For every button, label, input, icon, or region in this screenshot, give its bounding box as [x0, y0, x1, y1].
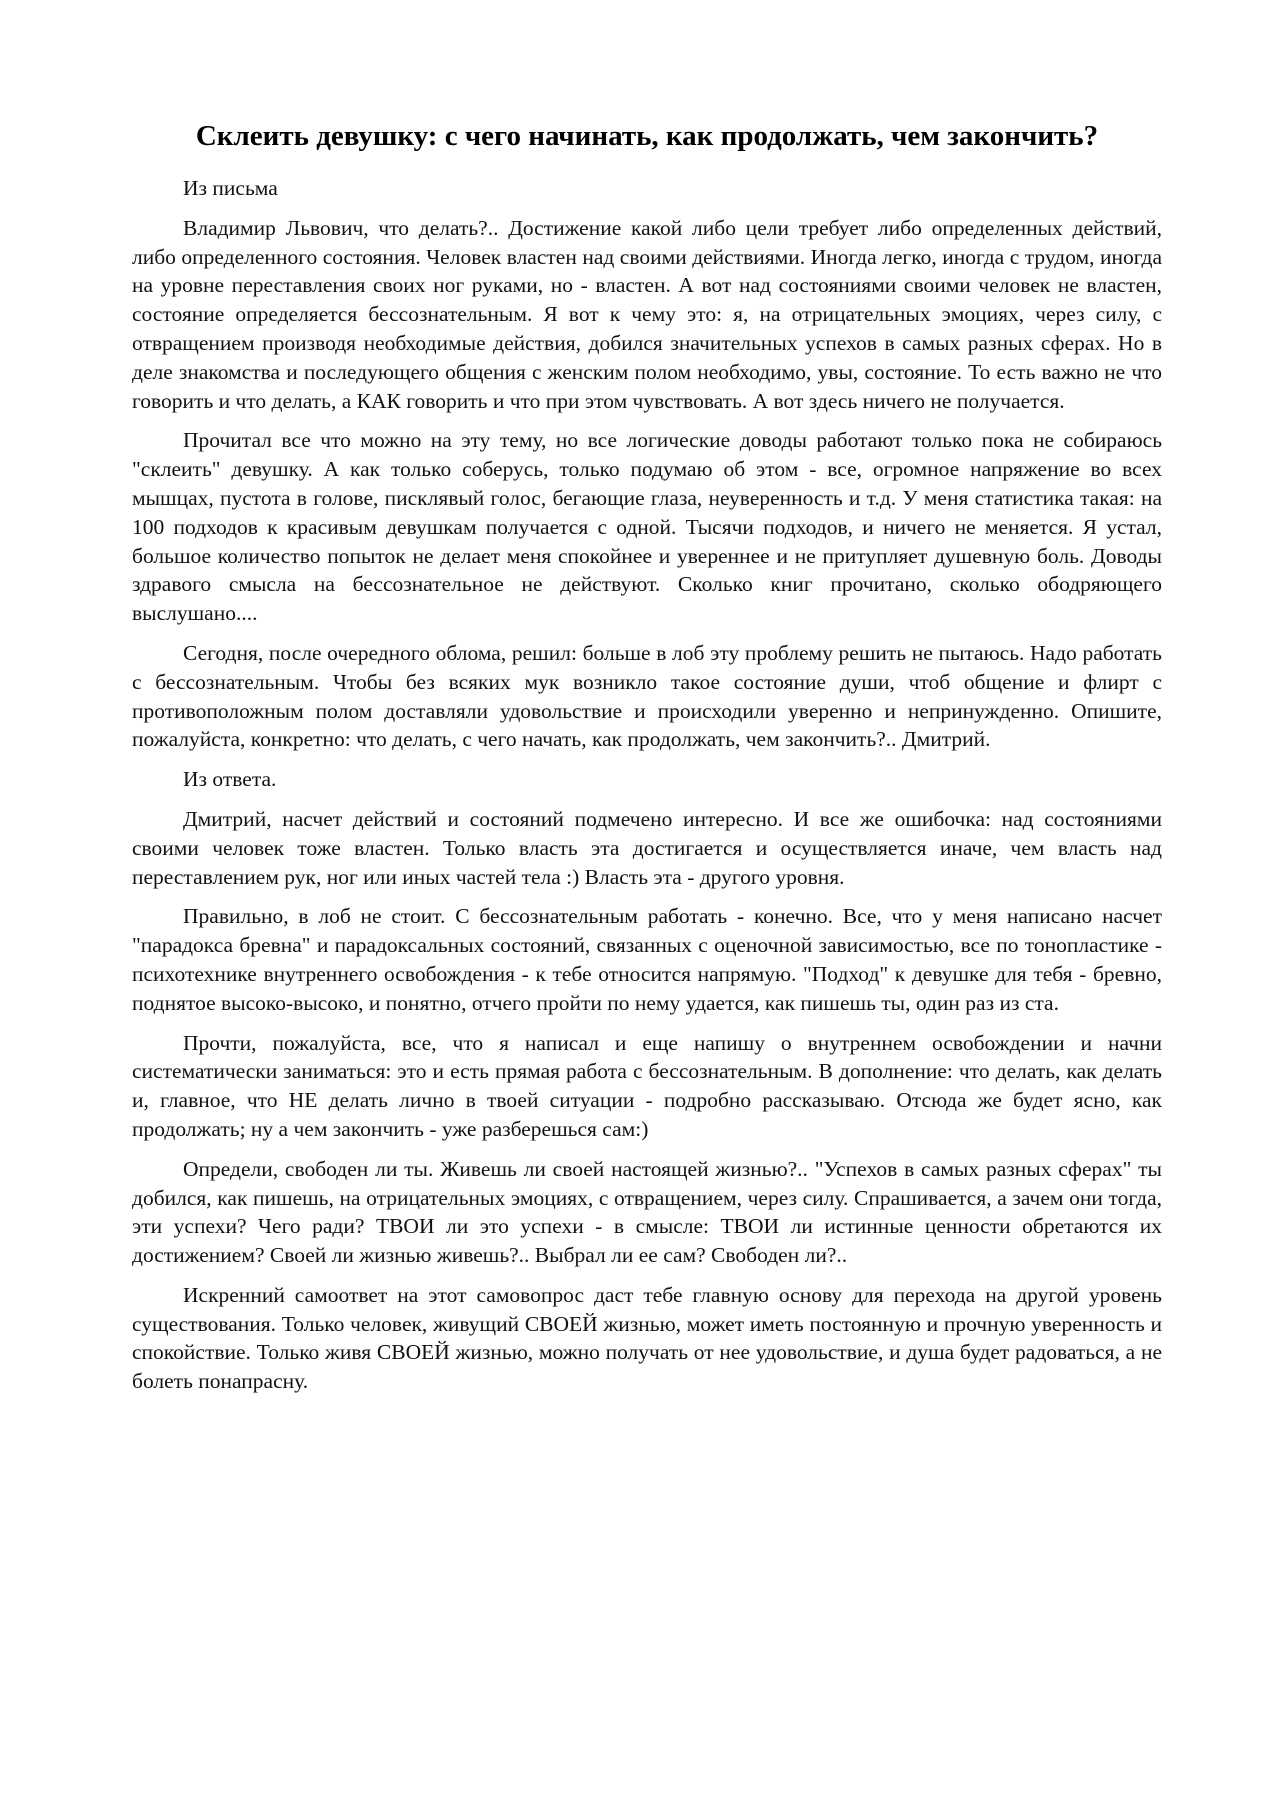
- letter-paragraph: Владимир Львович, что делать?.. Достижение какой либо цели требует либо определенных действий, либо определенного состояния. Человек властен над своими действиями. Иногда легко, иногда с трудом, иногда на уровне переставления своих ног руками, но - властен. А вот над состояниями своими человек не властен, состояние определяется бессознательным. Я вот к чему это: я, на отрицательных эмоциях, через силу, с отвращением производя необходимые действия, добился значительных успехов в самых разных сферах. Но в деле знакомства и последующего общения с женским полом необходимо, увы, состояние. То есть важно не что говорить и что делать, а КАК говорить и что при этом чувствовать. А вот здесь ничего не получается.: [132, 215, 1162, 413]
- section-label-answer: Из ответа.: [183, 767, 277, 792]
- letter-paragraph: Прочитал все что можно на эту тему, но все логические доводы работают только пока не собираюсь "склеить" девушку. А как только соберусь, только подумаю об этом - все, огромное напряжение во всех мышцах, пустота в голове, писклявый голос, бегающие глаза, неуверенность и т.д. У меня статистика такая: на 100 подходов к красивым девушкам получается с одной. Тысячи подходов, и ничего не меняется. Я устал, большое количество попыток не делает меня спокойнее и увереннее и не притупляет душевную боль. Доводы здравого смысла на бессознательное не действуют. Сколько книг прочитано, сколько ободряющего выслушано....: [132, 428, 1162, 626]
- answer-paragraph: Прочти, пожалуйста, все, что я написал и еще напишу о внутреннем освобождении и начни систематически заниматься: это и есть прямая работа с бессознательным. В дополнение: что делать, как делать и, главное, что НЕ делать лично в твоей ситуации - подробно рассказываю. Отсюда же будет ясно, как продолжать; ну а чем закончить - уже разберешься сам:): [132, 1030, 1162, 1141]
- answer-paragraph: Искренний самоответ на этот самовопрос даст тебе главную основу для перехода на другой уровень существования. Только человек, живущий СВОЕЙ жизнью, может иметь постоянную и прочную уверенность и спокойствие. Только живя СВОЕЙ жизнью, можно получать от нее удовольствие, и душа будет радоваться, а не болеть понапрасну.: [132, 1282, 1162, 1394]
- answer-paragraph: Правильно, в лоб не стоит. С бессознательным работать - конечно. Все, что у меня написано насчет "парадокса бревна" и парадоксальных состояний, связанных с оценочной зависимостью, все по тонопластике - психотехнике внутреннего освобождения - к тебе относится напрямую. "Подход" к девушке для тебя - бревно, поднятое высоко-высоко, и понятно, отчего пройти по нему удается, как пишешь ты, один раз из ста.: [132, 904, 1162, 1015]
- answer-paragraph: Дмитрий, насчет действий и состояний подмечено интересно. И все же ошибочка: над состояниями своими человек тоже властен. Только власть эта достигается и осуществляется иначе, чем власть над переставлением рук, ног или иных частей тела :) Власть эта - другого уровня.: [132, 806, 1162, 889]
- letter-paragraph: Сегодня, после очередного облома, решил: больше в лоб эту проблему решить не пытаюсь. Надо работать с бессознательным. Чтобы без всяких мук возникло такое состояние души, чтоб общение и флирт с противоположным полом доставляли удовольствие и происходили уверенно и непринужденно. Опишите, пожалуйста, конкретно: что делать, с чего начать, как продолжать, чем закончить?.. Дмитрий.: [132, 640, 1162, 752]
- answer-paragraph: Определи, свободен ли ты. Живешь ли своей настоящей жизнью?.. "Успехов в самых разных сферах" ты добился, как пишешь, на отрицательных эмоциях, с отвращением, через силу. Спрашивается, а зачем они тогда, эти успехи? Чего ради? ТВОИ ли это успехи - в смысле: ТВОИ ли истинные ценности обретаются их достижением? Своей ли жизнью живешь?.. Выбрал ли ее сам? Свободен ли?..: [132, 1156, 1162, 1268]
- document-page: [132, 118, 1162, 1407]
- document-title: Склеить девушку: с чего начинать, как продолжать, чем закончить?: [195, 120, 1099, 152]
- section-label-letter: Из письма: [183, 176, 278, 200]
